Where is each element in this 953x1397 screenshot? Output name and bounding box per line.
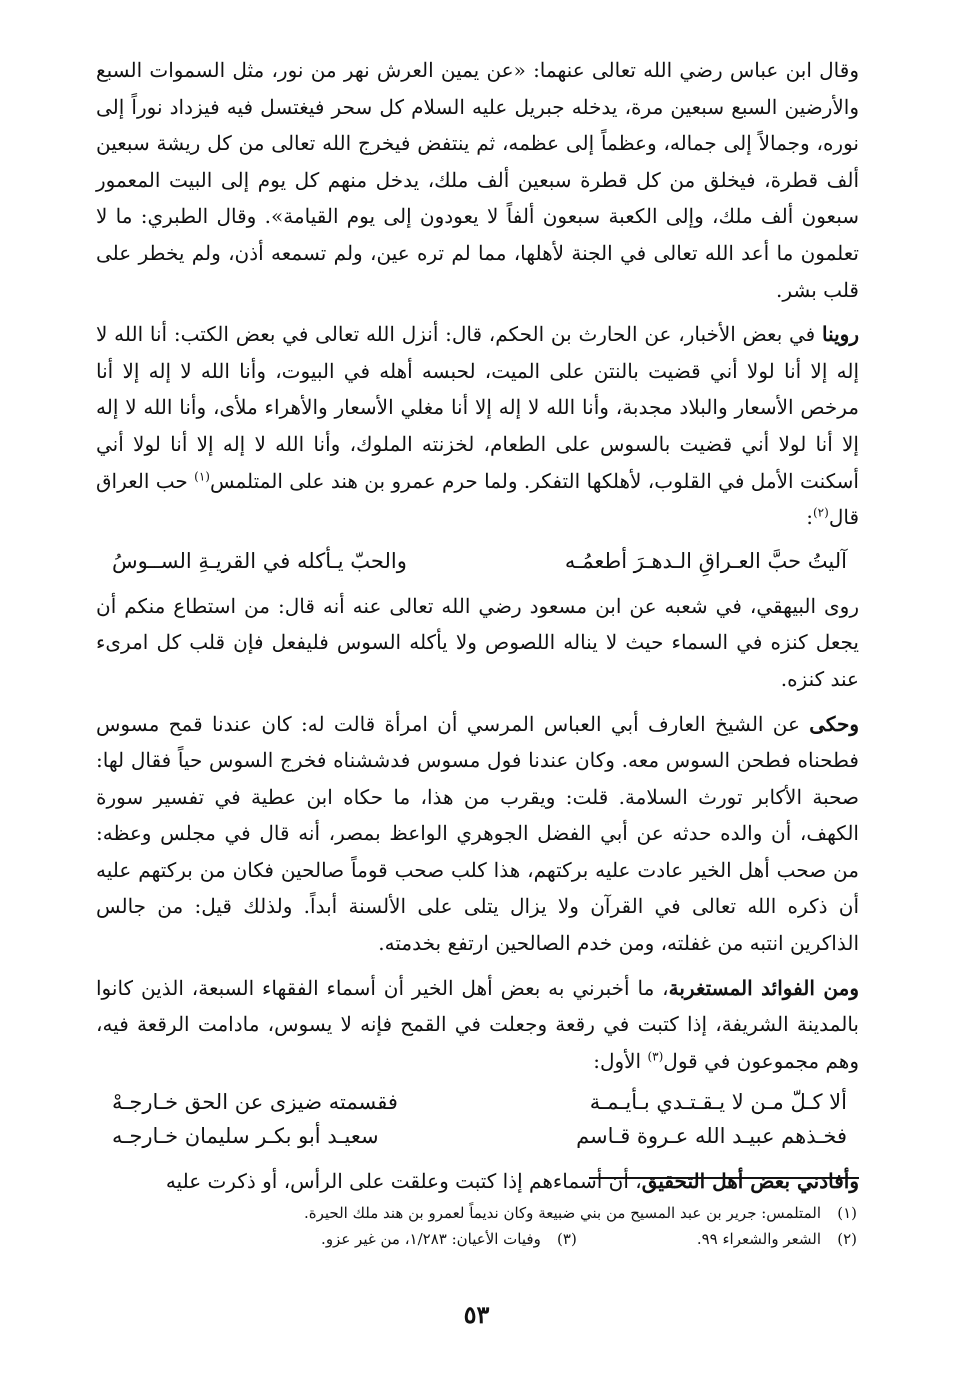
footnotes [96, 1200, 857, 1252]
paragraph-tail: الأول: [593, 1048, 648, 1073]
paragraph-text: ، ما أخبرني به بعض أهل الخير أن أسماء الفقهاء السبعة، الذين كانوا بالمدينة الشريفة، إذا كتبت في رقعة وجعلت في القمح فإنه لا يسوس، مادامت الرقعة فيه، وهم مجموعون في قول [96, 975, 859, 1073]
paragraph-text: عن الشيخ العارف أبي العباس المرسي أن امرأة قالت له: كان عندنا قمح مسوس فطحناه فطحن السوس معه. وكان عندنا فول مسوس فدششناه فخرج السوس حياً فقال لها: صحبة الأكابر تورث السلامة. قلت: ويقرب من هذا، ما حكاه ابن عطية في تفسير سورة الكهف، أن والده حدثه عن أبي الفضل الجوهري الواعظ بمصر، أنه قال في مجلس وعظه: من صحب أهل الخير عادت عليه بركتهم، هذا كلب صحب قوماً صالحين فكان من بركتهم عليه أن ذكره الله تعالى في القرآن ولا يزال يتلى على الألسنة أبداً. ولذلك قيل: من جالس الذاكرين انتبه من غفلته، ومن خدم الصالحين ارتفع بخدمته. [96, 711, 859, 956]
footnote-ref-3[interactable]: (٣) [647, 1049, 664, 1064]
footnote-ref-2[interactable]: (٢) [812, 505, 829, 520]
verse-line [96, 544, 859, 578]
poem-iraq [96, 544, 859, 578]
poem-seven-jurists [96, 1085, 859, 1153]
footnote-ref-1[interactable]: (١) [194, 468, 210, 483]
footnote-spacer [577, 1226, 697, 1252]
page-body [96, 52, 859, 1397]
paragraph-tail: : [806, 505, 813, 530]
verse-hemistich-first: آليتُ حبَّ العـراقِ الـدهـرَ أطعمُـه [564, 548, 847, 573]
page-number: ٥٣ [463, 1300, 490, 1329]
paragraph-tahqiq [96, 1163, 859, 1200]
verse-hemistich-second: سعيـد أبو بكـر سليمان خـارجـه [112, 1124, 379, 1149]
verse-hemistich-first: ألا كـلّ مـن لا يـقـتـدي بـأيـمـة [589, 1090, 847, 1115]
paragraph-text: في بعض الأخبار، عن الحارث بن الحكم، قال: أنزل الله تعالى في بعض الكتب: أنا الله لا إله إلا أنا لولا أني قضيت بالنتن على الميت، لحبسه أهله في البيوت، وأنا الله لا إله إلا أنا مرخص الأسعار والبلاد مجدبة، وأنا الله لا إله إلا أنا مغلي الأسعار والأهراء ملأى، وأنا الله لا إله إلا أنا لولا أني قضيت بالسوس على الطعام، لخزنته الملوك، وأنا الله لا إله إلا أنا لولا أني أسكنت الأمل في القلوب، لأهلكها التفكر. ولما حرم عمرو بن هند على المتلمس [96, 322, 859, 493]
footnote-divider [589, 1177, 859, 1179]
footnote-2-3 [96, 1226, 857, 1252]
paragraph-text-cont: حب العراق قال [96, 468, 859, 530]
paragraph-lead: روينا [821, 322, 859, 347]
footnote-number: (٣) [557, 1230, 577, 1248]
verse-hemistich-second: فقسمته ضيزى عن الحق خـارجـهْ [112, 1090, 398, 1115]
paragraph-mursi [96, 706, 859, 962]
paragraph-text: وقال ابن عباس رضي الله تعالى عنهما: «عن يمين العرش نهر من نور، مثل السموات السبع والأرضين السبع سبعين مرة، يدخله جبريل عليه السلام كل سحر فيغتسل فيه فيزداد نوراً إلى نوره، وجمالاً إلى جماله، وعظماً إلى عظمه، ثم ينتفض فيخرج الله تعالى من كل ريشة سبعين ألف قطرة، فيخلق من كل قطرة سبعين ألف ملك، يدخل منهم كل يوم إلى البيت المعمور سبعون ألف ملك، وإلى الكعبة سبعون ألفاً لا يعودون إلى يوم القيامة». وقال الطبري: ما لا تعلمون ما أعد الله تعالى في الجنة لأهلها، مما لم تره عين، ولم تسمعه أذن، ولم يخطر على قلب بشر. [96, 58, 859, 302]
paragraph-lead: وحكى [809, 711, 859, 736]
paragraph-text: روى البيهقي، في شعبه عن ابن مسعود رضي الله تعالى عنه أنه قال: من استطاع منكم أن يجعل كنزه في السماء حيث لا يناله اللصوص ولا يأكله السوس فليفعل فإن قلب كل امرىء عند كنزه. [96, 593, 859, 691]
paragraph-lead: ومن الفوائد المستغربة [668, 975, 859, 1000]
footnote-number: (٢) [837, 1230, 857, 1248]
verse-line [96, 1119, 859, 1153]
verse-hemistich-second: والحبّ يـأكله في القريـةِ الســوسُ [112, 548, 407, 573]
verse-hemistich-first: فخـذهم عبيـد الله عـروة قـاسم [576, 1124, 847, 1149]
footnote-text: الشعر والشعراء ٩٩. [696, 1230, 821, 1248]
paragraph-bayhaqi [96, 588, 859, 698]
paragraph-ibn-abbas [96, 52, 859, 308]
paragraph-fawaid [96, 970, 859, 1080]
paragraph-harith [96, 316, 859, 536]
paragraph-lead: وأفادني بعض أهل التحقيق [641, 1169, 859, 1194]
footnote-text: وفيات الأعيان: ١/٢٨٣، من غير عزو. [321, 1230, 541, 1248]
verse-line [96, 1085, 859, 1119]
footnote-number: (١) [837, 1204, 857, 1222]
footnote-text: المتلمس: جرير بن عبد المسيح من بني ضبيعة وكان نديماً لعمرو بن هند ملك الحيرة. [303, 1204, 821, 1222]
paragraph-text: ، أن أسماءهم إذا كتبت وعلقت على الرأس، أو ذكرت عليه [165, 1169, 642, 1194]
footnote-1 [96, 1200, 857, 1226]
